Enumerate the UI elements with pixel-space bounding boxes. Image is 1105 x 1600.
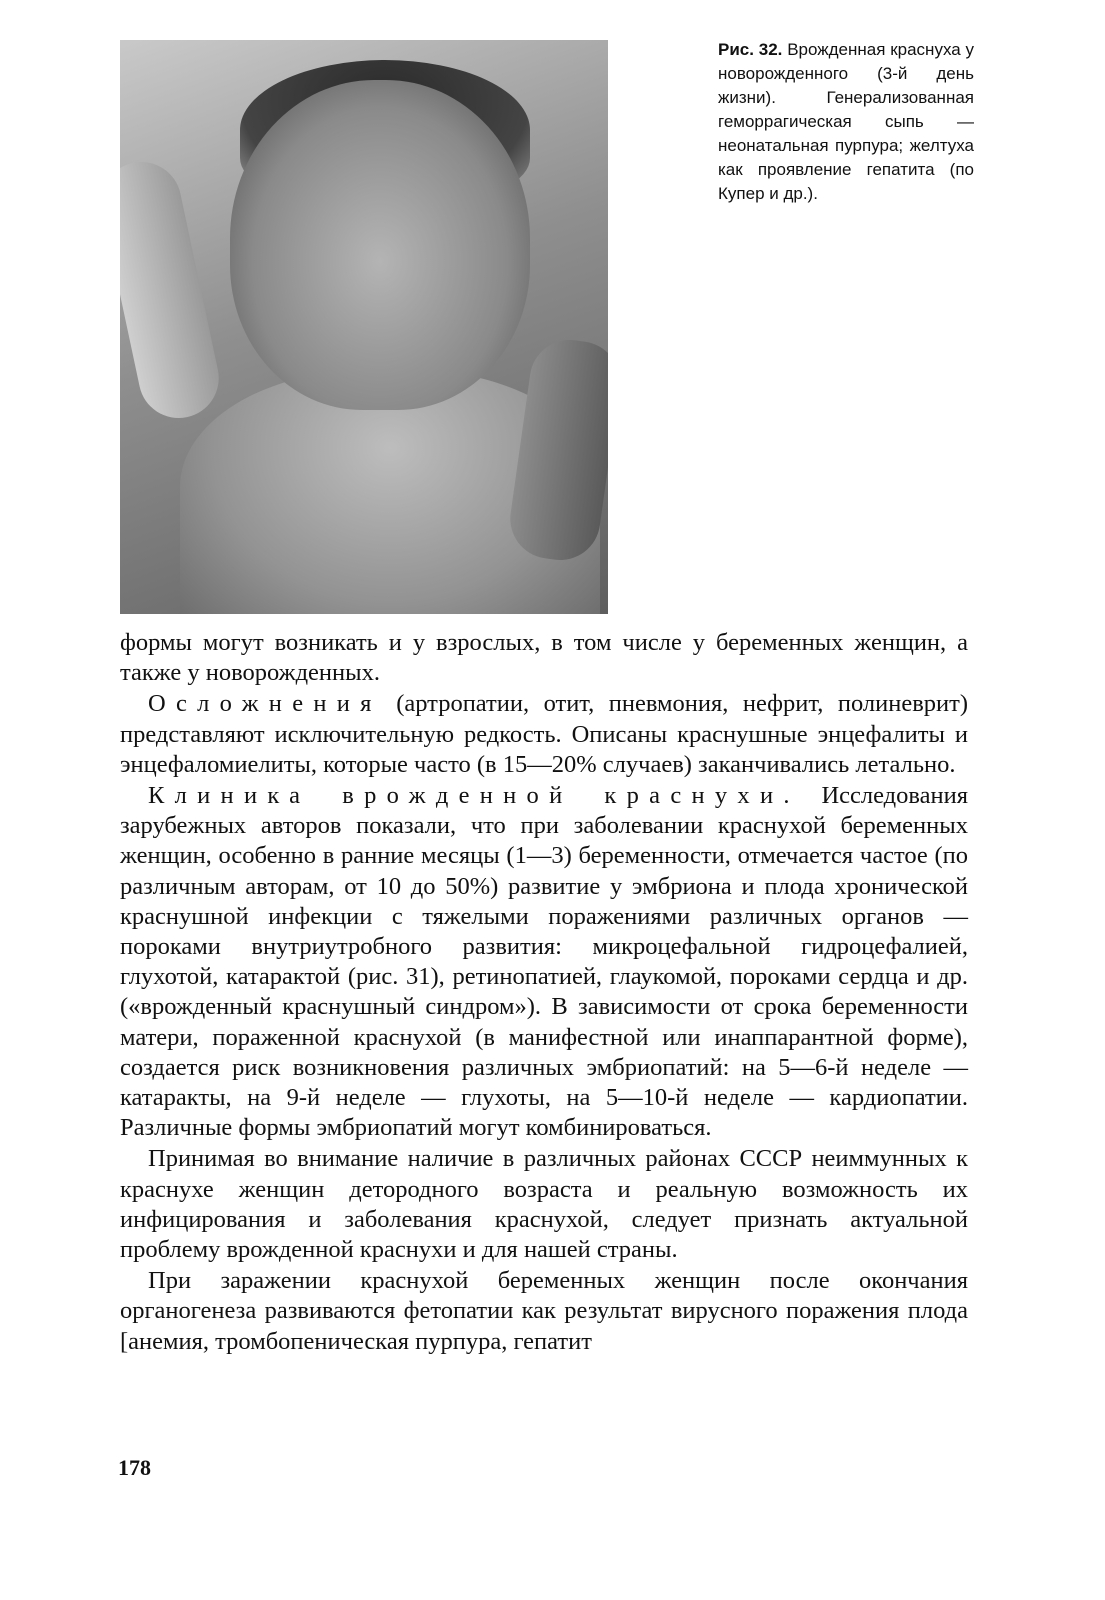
paragraph-text: Исследования зарубежных авторов показали, что при заболевании краснухой беременных женщин, особенно в ранние месяцы (1—3) беременности, отмечается частое (по различным авторам, от 10 до 50%) развитие у эмбриона и плода хронической краснушной инфекции с тяжелыми поражениями различных органов — пороками внутриутробного развития: микроцефальной гидроцефалией, глухотой, катарактой (рис. 31), ретинопатией, глаукомой, пороками сердца и др. («врожденный краснушный синдром»). В зависимости от срока беременности матери, пораженной краснухой (в манифестной или инаппарантной форме), создается риск возникновения различных эмбриопатий: на 5—6-й неделе — катаракты, на 9-й неделе — глухоты, на 5—10-й неделе — кардиопатии. Различные формы эмбриопатий могут комбинироваться. xyxy=(120,782,968,1142)
figure-caption xyxy=(718,38,974,206)
paragraph-lead: Клиника врожденной краснухи. xyxy=(148,782,800,810)
paragraph xyxy=(120,1266,968,1357)
photo-right-hand-shape xyxy=(505,335,608,565)
paragraph-text: (артропатии, отит, пневмония, нефрит, полиневрит) представляют исключительную редкость. Описаны краснушные энцефалиты и энцефаломиелиты, которые часто (в 15—20% случаев) заканчивались летально. xyxy=(120,690,968,778)
paragraph xyxy=(120,689,968,780)
paragraph-lead: Осложнения xyxy=(148,690,382,718)
page-number: 178 xyxy=(118,1455,151,1480)
paragraph xyxy=(120,1144,968,1265)
figure-photo xyxy=(120,40,608,614)
paragraph-text: Принимая во внимание наличие в различных районах СССР неиммунных к краснухе женщин детородного возраста и реальную возможность их инфицирования и заболевания краснухой, следует признать актуальной проблему врожденной краснухи и для нашей страны. xyxy=(120,1145,968,1264)
paragraph xyxy=(120,781,968,1143)
photo-left-hand-shape xyxy=(120,155,226,426)
photo-head-shape xyxy=(230,80,530,410)
paragraph xyxy=(120,628,968,688)
paragraph-text: При заражении краснухой беременных женщин после окончания органогенеза развиваются фетопатии как результат вирусного поражения плода [анемия, тромбопеническая пурпура, гепатит xyxy=(120,1267,968,1355)
figure-label: Рис. 32. xyxy=(718,40,783,59)
body-text xyxy=(120,628,968,1357)
paragraph-text: формы могут возникать и у взрослых, в том числе у беременных женщин, а также у новорожденных. xyxy=(120,629,968,687)
figure-caption-text: Врожденная краснуха у новорожденного (3-й день жизни). Генерализованная геморрагическая сыпь — неонатальная пурпура; желтуха как проявление гепатита (по Купер и др.). xyxy=(718,40,974,203)
